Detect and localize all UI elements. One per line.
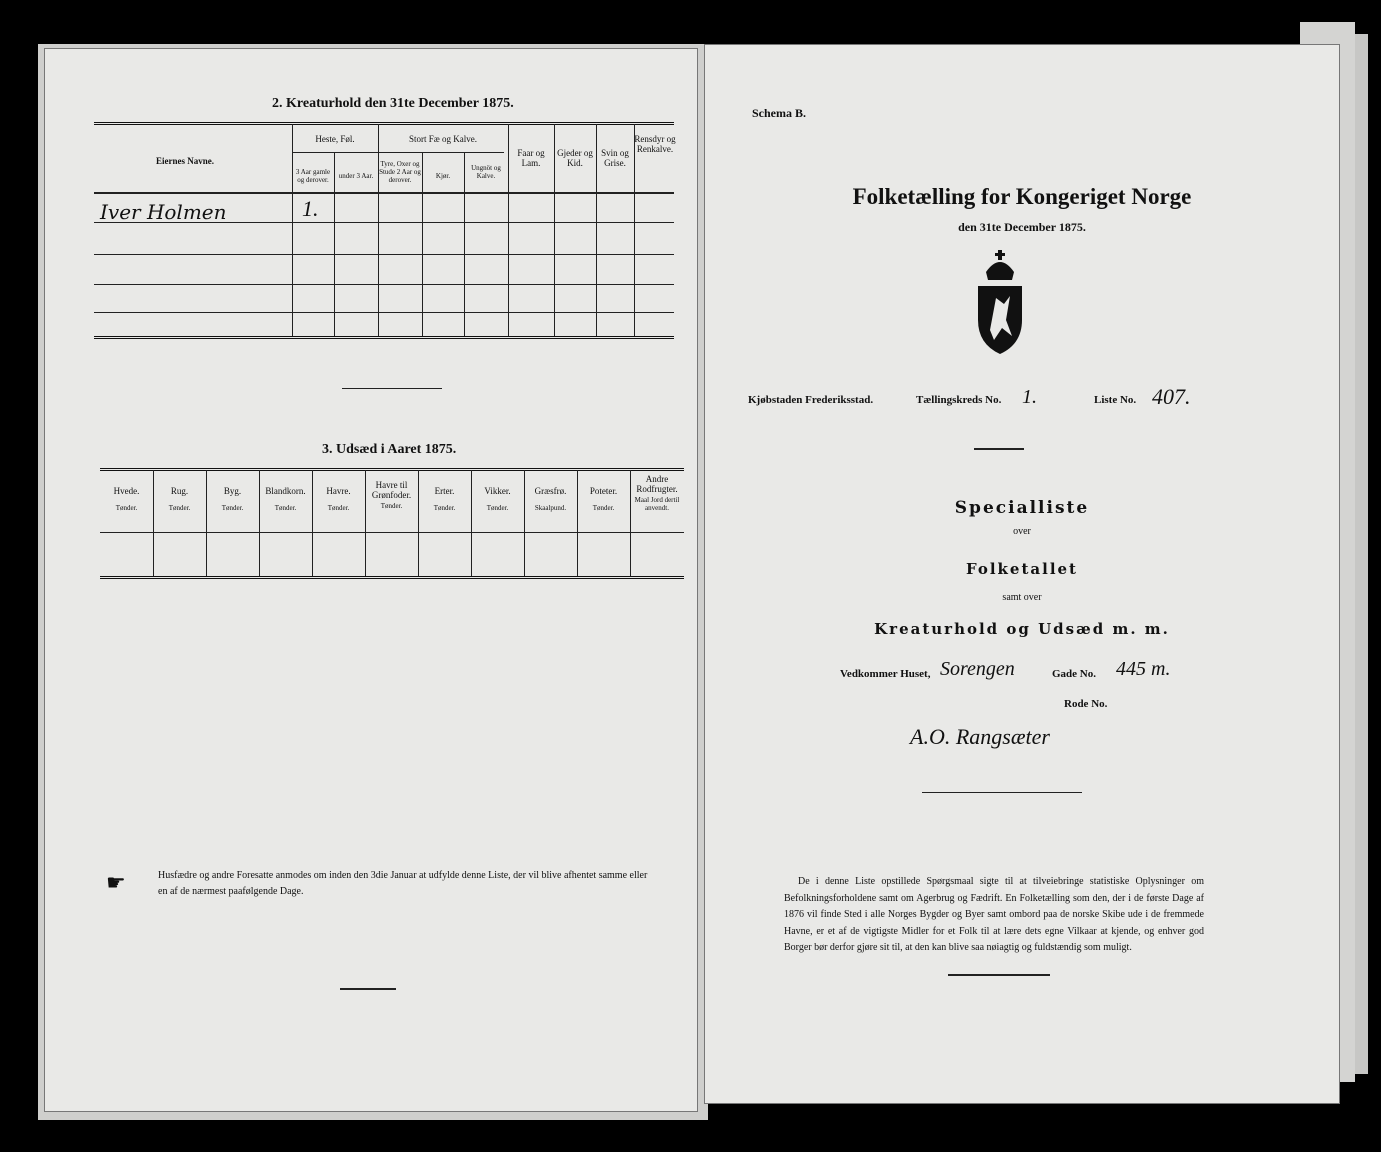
seed-column-unit: Tønder. xyxy=(274,504,297,512)
table1-col-line xyxy=(378,124,379,336)
table1-row-rule-4 xyxy=(94,312,674,313)
enumerator-signature: A.O. Rangsæter xyxy=(910,724,1050,749)
row1-horse-count: 1. xyxy=(302,196,319,221)
table2-col-line xyxy=(153,470,154,576)
seed-column-unit: Tønder. xyxy=(380,502,403,510)
divider xyxy=(342,388,442,389)
seed-column-unit: Tønder. xyxy=(168,504,191,512)
over-label: over xyxy=(1013,526,1031,537)
sheep-header: Faar og Lam. xyxy=(517,148,545,168)
horse-young-subheader: under 3 Aar. xyxy=(338,172,374,180)
horse-old-subheader: 3 Aar gamle og derover. xyxy=(295,168,331,184)
seed-column xyxy=(524,486,577,512)
table2-top-rule xyxy=(100,468,684,471)
reindeer-header: Rensdyr og Renkalve. xyxy=(634,134,676,154)
table2-header-rule xyxy=(100,532,684,533)
seed-column xyxy=(153,486,206,512)
owner-header: Eiernes Navne. xyxy=(156,156,214,166)
liste-value: 407. xyxy=(1152,384,1191,409)
seed-column-name: Havre. xyxy=(326,486,351,496)
seed-column-unit: Tønder. xyxy=(115,504,138,512)
seed-column-name: Rug. xyxy=(170,486,189,496)
coat-of-arms-icon xyxy=(972,250,1028,358)
folketallet-label: Folketallet xyxy=(966,560,1078,578)
divider xyxy=(922,792,1082,793)
liste-label: Liste No. xyxy=(1094,394,1137,406)
table2-col-line xyxy=(471,470,472,576)
seed-column xyxy=(630,474,684,512)
table1-bottom-rule xyxy=(94,336,674,339)
census-title: Folketælling for Kongeriget Norge xyxy=(852,184,1192,209)
table1-col-line xyxy=(508,124,509,336)
young-cattle-subheader: Ungnöt og Kalve. xyxy=(471,164,501,180)
section3-title: 3. Udsæd i Aaret 1875. xyxy=(322,442,457,457)
divider xyxy=(340,988,396,990)
seed-column xyxy=(312,486,365,512)
town-label: Kjøbstaden Frederiksstad. xyxy=(748,394,874,406)
seed-column-unit: Tønder. xyxy=(592,504,615,512)
seed-column-unit: Skaalpund. xyxy=(534,504,567,512)
seed-column-name: Vikker. xyxy=(484,486,511,496)
seed-column-name: Hvede. xyxy=(113,486,140,496)
huset-value: Sorengen xyxy=(940,658,1015,680)
divider xyxy=(974,448,1024,450)
bulls-subheader: Tyre, Oxer og Stude 2 Aar og derover. xyxy=(379,160,421,184)
kreds-value: 1. xyxy=(1022,386,1037,408)
pigs-header: Svin og Grise. xyxy=(601,148,629,168)
table1-sub-rule xyxy=(292,152,504,153)
table1-header-rule xyxy=(94,192,674,194)
cows-subheader: Kjør. xyxy=(435,172,451,180)
seed-column-unit: Tønder. xyxy=(433,504,456,512)
left-page xyxy=(44,48,698,1112)
seed-column-name: Græsfrø. xyxy=(534,486,567,496)
row1-owner-name: Iver Holmen xyxy=(100,200,227,224)
seed-column xyxy=(418,486,471,512)
gade-label: Gade No. xyxy=(1052,668,1096,680)
specialliste-title: Specialliste xyxy=(954,498,1090,518)
table2-col-line xyxy=(365,470,366,576)
census-date: den 31te December 1875. xyxy=(958,220,1086,234)
table2-bottom-rule xyxy=(100,576,684,579)
table2-col-line xyxy=(206,470,207,576)
seed-column-name: Blandkorn. xyxy=(265,486,306,496)
seed-column xyxy=(100,486,153,512)
seed-column-unit: Tønder. xyxy=(221,504,244,512)
schema-label: Schema B. xyxy=(752,106,806,120)
seed-column xyxy=(365,480,418,510)
seed-column xyxy=(577,486,630,512)
gade-value: 445 m. xyxy=(1116,658,1171,680)
seed-column-name: Byg. xyxy=(223,486,242,496)
seed-column-name: Havre til Grønfoder. xyxy=(371,480,412,500)
rode-label: Rode No. xyxy=(1064,698,1108,710)
seed-column-name: Erter. xyxy=(434,486,455,496)
goats-header: Gjeder og Kid. xyxy=(557,148,593,168)
cattle-group-header: Stort Fæ og Kalve. xyxy=(408,134,477,144)
kreaturhold-label: Kreaturhold og Udsæd m. m. xyxy=(874,620,1170,638)
table2-col-line xyxy=(630,470,631,576)
footer-text: De i denne Liste opstillede Spørgsmaal sigte til at tilveiebringe statistiske Oplysninger om Befolkningsforholdene samt om Agerbrug og Fædrift. En Folketælling som den, der i de første Dage af 1876 vil finde Sted i alle Norges Bygder og Byer samt ombord paa de norske Skibe ude i de fremmede Havne, er et af de vigtigste Midler for et Folk til at lære dets egne Vilkaar at kjende, og enhver god Borger bør derfor gjøre sit til, at den kan blive saa nøiagtig og fuldstændig som muligt. xyxy=(784,876,1204,953)
table1-row-rule-2 xyxy=(94,254,674,255)
section2-title: 2. Kreaturhold den 31te December 1875. xyxy=(272,96,514,111)
seed-column xyxy=(471,486,524,512)
seed-column xyxy=(206,486,259,512)
table1-top-rule xyxy=(94,122,674,125)
horses-group-header: Heste, Føl. xyxy=(315,134,355,144)
seed-column-unit: Tønder. xyxy=(327,504,350,512)
table1-col-line xyxy=(634,124,635,336)
seed-column-unit: Tønder. xyxy=(486,504,509,512)
notice-text: Husfædre og andre Foresatte anmodes om inden den 3die Januar at udfylde denne Liste, der vil blive afhentet samme eller en af de nærmest paafølgende Dage. xyxy=(158,870,648,897)
seed-column-unit: Maal Jord dertil anvendt. xyxy=(634,496,680,512)
divider xyxy=(948,974,1050,976)
table2-col-line xyxy=(312,470,313,576)
table2-col-line xyxy=(524,470,525,576)
table1-row-rule-3 xyxy=(94,284,674,285)
table2-col-line xyxy=(418,470,419,576)
kreds-label: Tællingskreds No. xyxy=(916,394,1002,406)
seed-column xyxy=(259,486,312,512)
pointing-hand-icon: ☛ xyxy=(106,870,126,895)
samt-over-label: samt over xyxy=(1002,592,1042,603)
table2-col-line xyxy=(259,470,260,576)
right-page xyxy=(704,44,1340,1104)
huset-label: Vedkommer Huset, xyxy=(840,668,931,680)
seed-column-name: Poteter. xyxy=(589,486,618,496)
seed-column-name: Andre Rodfrugter. xyxy=(636,474,678,494)
table2-col-line xyxy=(577,470,578,576)
table1-col-line xyxy=(292,124,293,336)
